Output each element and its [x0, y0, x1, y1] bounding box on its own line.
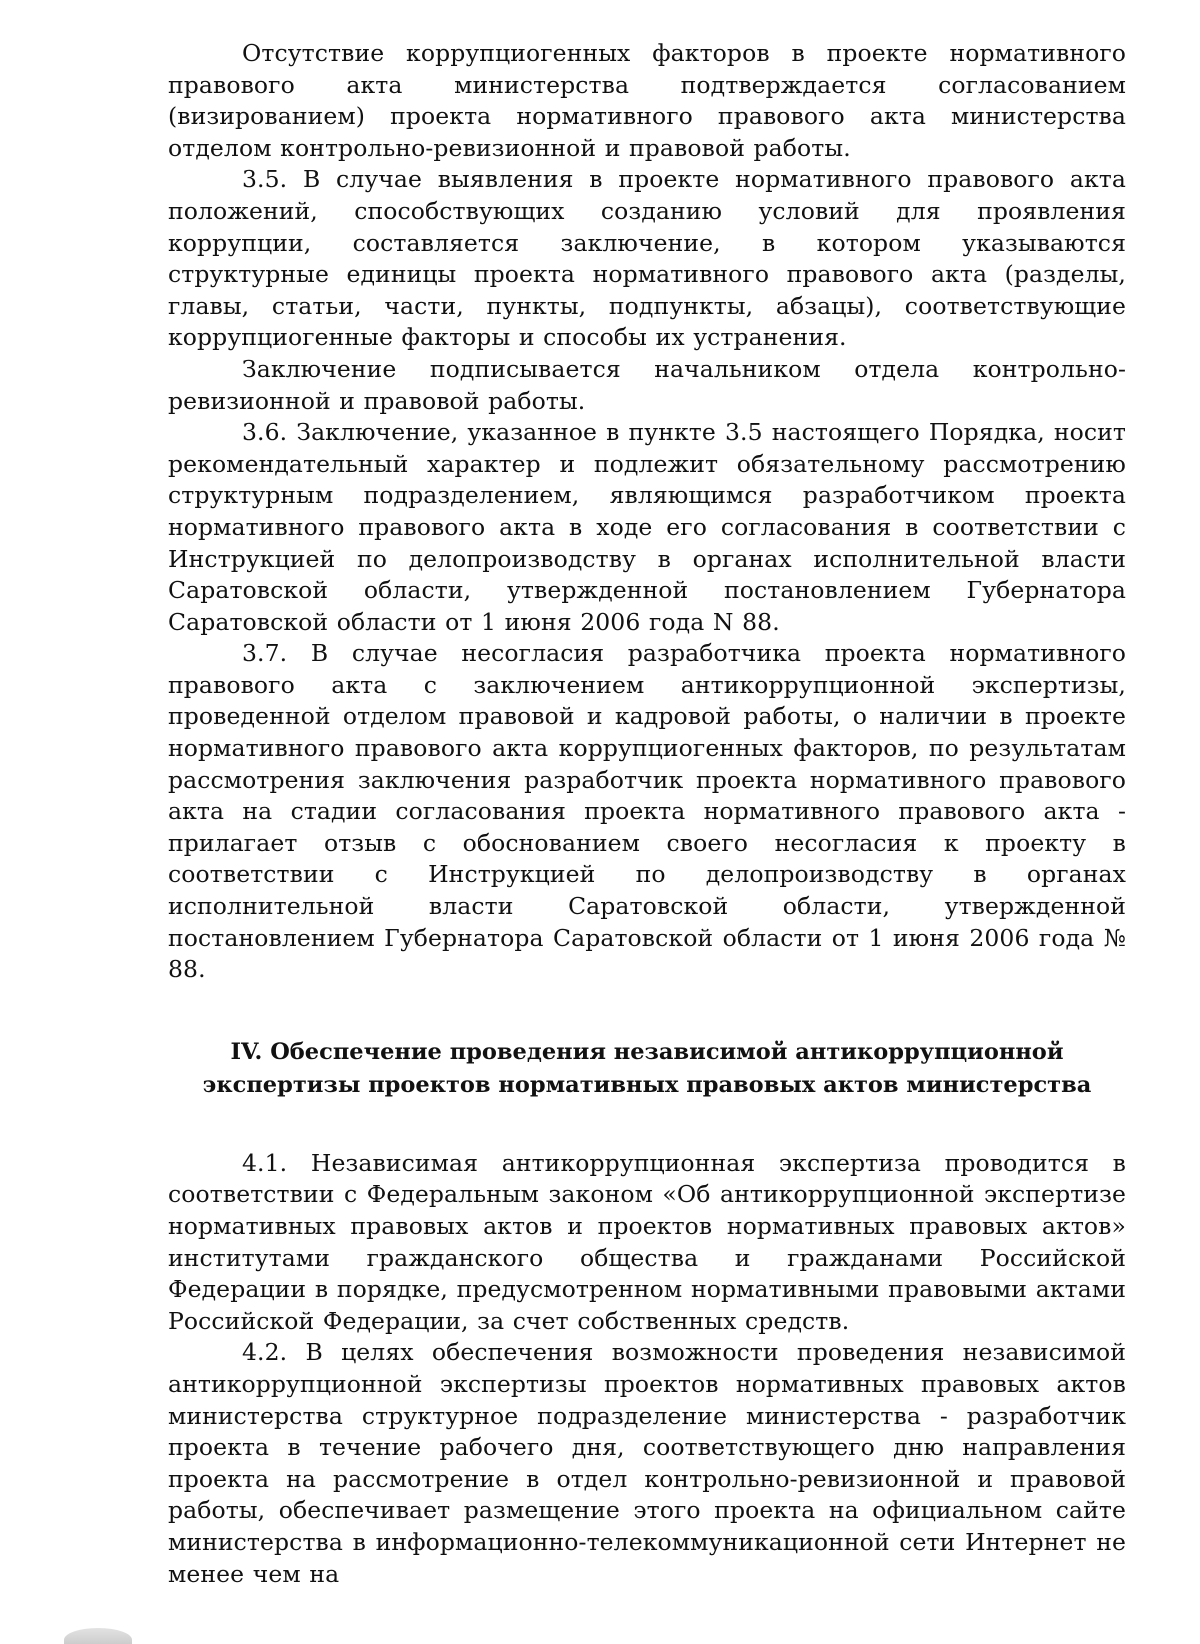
- section-heading-line-2: экспертизы проектов нормативных правовых актов министерства: [202, 1071, 1092, 1098]
- document-page: [168, 38, 1126, 1590]
- section-heading: [168, 1036, 1126, 1102]
- paragraph-3-7: 3.7. В случае несогласия разработчика проекта нормативного правового акта с заключением антикоррупционной экспертизы, проведенной отделом правовой и кадровой работы, о наличии в проекте нормативного правового акта коррупциогенных факторов, по результатам рассмотрения заключения разработчик проекта нормативного правового акта на стадии согласования проекта нормативного правового акта - прилагает отзыв с обоснованием своего несогласия к проекту в соответствии с Инструкцией по делопроизводству в органах исполнительной власти Саратовской области, утвержденной постановлением Губернатора Саратовской области от 1 июня 2006 года № 88.: [168, 639, 1126, 984]
- paragraph-3-6: 3.6. Заключение, указанное в пункте 3.5 настоящего Порядка, носит рекомендательный характер и подлежит обязательному рассмотрению структурным подразделением, являющимся разработчиком проекта нормативного правового акта в ходе его согласования в соответствии с Инструкцией по делопроизводству в органах исполнительной власти Саратовской области, утвержденной постановлением Губернатора Саратовской области от 1 июня 2006 года N 88.: [168, 418, 1126, 636]
- scan-artifact-mark: [64, 1628, 132, 1644]
- paragraph-4-1: 4.1. Независимая антикоррупционная экспертиза проводится в соответствии с Федеральным законом «Об антикоррупционной экспертизе нормативных правовых актов и проектов нормативных правовых актов» институтами гражданского общества и гражданами Российской Федерации в порядке, предусмотренном нормативными правовыми актами Российской Федерации, за счет собственных средств.: [168, 1148, 1126, 1335]
- paragraph-4-2: 4.2. В целях обеспечения возможности проведения независимой антикоррупционной экспертизы проектов нормативных правовых актов министерства структурное подразделение министерства - разработчик проекта в течение рабочего дня, соответствующего дню направления проекта на рассмотрение в отдел контрольно-ревизионной и правовой работы, обеспечивает размещение этого проекта на официальном сайте министерства в информационно-телекоммуникационной сети Интернет не менее чем на: [168, 1338, 1126, 1588]
- paragraph-expertise-confirmation: Отсутствие коррупциогенных факторов в проекте нормативного правового акта министерства подтверждается согласованием (визированием) проекта нормативного правового акта министерства отделом контрольно-ревизионной и правовой работы.: [168, 39, 1126, 162]
- section-heading-line-1: IV. Обеспечение проведения независимой антикоррупционной: [230, 1038, 1064, 1065]
- paragraph-conclusion-signing: Заключение подписывается начальником отдела контрольно-ревизионной и правовой работы.: [168, 354, 1126, 415]
- paragraph-3-5: 3.5. В случае выявления в проекте нормативного правового акта положений, способствующих созданию условий для проявления коррупции, составляется заключение, в котором указываются структурные единицы проекта нормативного правового акта (разделы, главы, статьи, части, пункты, подпункты, абзацы), соответствующие коррупциогенные факторы и способы их устранения.: [168, 165, 1126, 352]
